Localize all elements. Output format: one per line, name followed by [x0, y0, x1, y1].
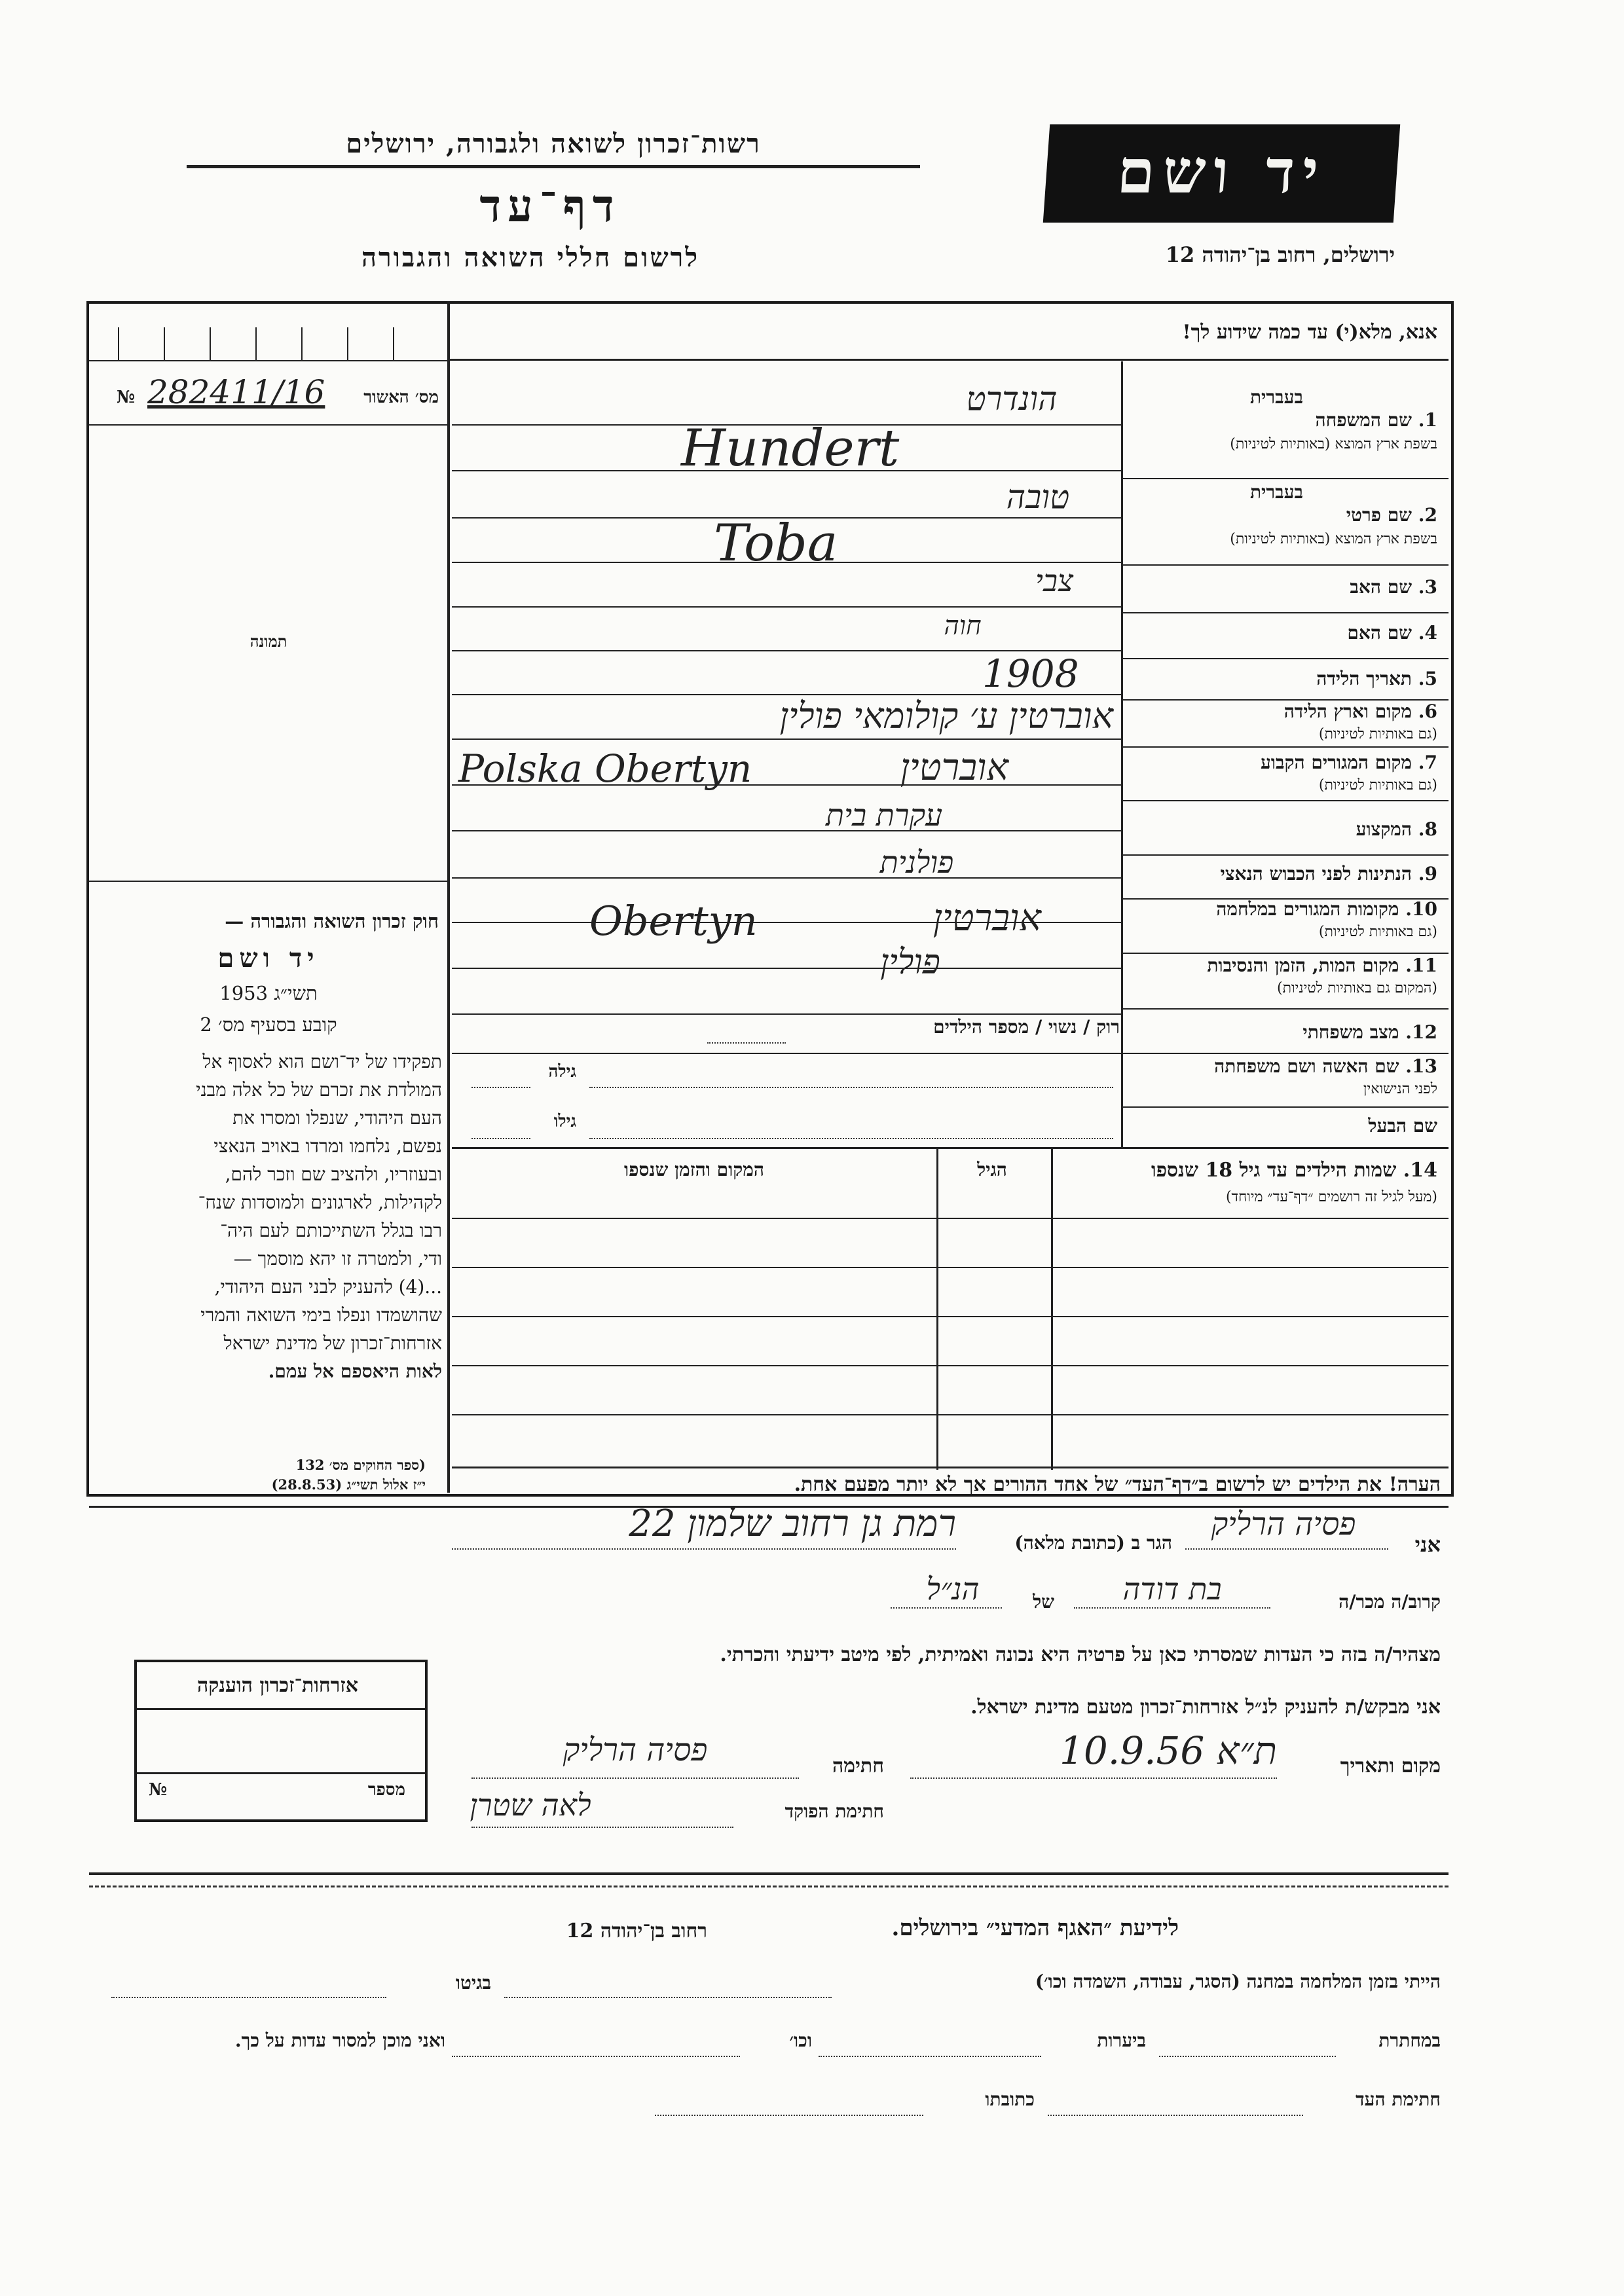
- bottom-line1-ghetto: בגיטו: [455, 1972, 491, 1994]
- law-line: המולדת את זכרם של כל אלה מבני: [196, 1079, 442, 1101]
- field-8-label: 8. המקצוע: [1356, 818, 1437, 840]
- place-date-label: מקום ותאריך: [1340, 1755, 1441, 1777]
- tick-marks: [92, 327, 439, 360]
- bottom-line3-signature: חתימת העד: [1356, 2088, 1441, 2110]
- bottom-line3-address: כתובתו: [985, 2088, 1035, 2110]
- form-title: דף־עד: [479, 180, 621, 232]
- official-label: חתימת הפוקד: [784, 1800, 884, 1822]
- approval-number: 282411/16: [147, 373, 325, 411]
- field-9-value[interactable]: פולנית: [879, 845, 954, 880]
- declarant-relation-label: קרוב/ה מכר/ה: [1338, 1591, 1441, 1613]
- citizenship-box: [134, 1660, 428, 1822]
- law-line: לקהילות, לארגונים ולמוסדות שנח־: [198, 1192, 442, 1213]
- field-11-sub: (המקום גם באותיות לטיניות): [1277, 980, 1437, 996]
- signature[interactable]: פסיה הרליק: [563, 1732, 708, 1768]
- field-7-value-latin[interactable]: Polska Obertyn: [458, 746, 752, 791]
- official-signature[interactable]: לאה שטרן: [470, 1787, 591, 1823]
- header-address: ירושלים, רחוב בן־יהודה 12: [1165, 242, 1395, 267]
- bottom-line2-underground: במחתרת: [1378, 2030, 1441, 2051]
- approval-prefix: №: [117, 388, 136, 407]
- info-title: לידיעת ״האגף המדעי״ בירושלים.: [891, 1915, 1179, 1941]
- declarant-relation[interactable]: בת דודה: [1122, 1571, 1222, 1607]
- field-10-label: 10. מקומות המגורים במלחמה: [1216, 898, 1437, 920]
- citizenship-prefix: №: [149, 1780, 168, 1800]
- field-11-value[interactable]: פולין: [880, 943, 940, 982]
- field-10-sub: (גם באותיות לטיניות): [1318, 924, 1437, 940]
- children-col-age: הגיל: [977, 1159, 1007, 1180]
- field-10-value-hebrew[interactable]: אוברטין: [932, 897, 1041, 939]
- field-2-label: 2. שם פרטי: [1346, 504, 1437, 526]
- field-7-sub: (גם באותיות לטיניות): [1318, 777, 1437, 793]
- law-line: רבו בגלל השתייכותם לעם היה־: [220, 1220, 442, 1241]
- field-1-label: 1. שם המשפחה: [1315, 409, 1437, 431]
- children-sub: (מעל לגיל זה רושמים ״דף־עד״ מיוחד): [1225, 1189, 1437, 1205]
- field-6-sub: (גם באותיות לטיניות): [1318, 726, 1437, 742]
- intro-text: אנא, מלא(י) עד כמה שידוע לך!: [1182, 321, 1437, 344]
- declaration-text: מצהיר/ה בזה כי העדות שמסרתי כאן על פרטיה היא נכונה ואמיתית, לפי מיטב ידיעתי והכרתי.: [720, 1643, 1441, 1666]
- law-line: לאות היאספם אל עמם.: [268, 1360, 442, 1382]
- field-2-sub: בשפת ארץ המוצא (באותיות לטיניות): [1230, 531, 1437, 547]
- citizenship-number-label: מספר: [367, 1780, 405, 1800]
- field-7-value-hebrew[interactable]: אוברטין: [900, 746, 1008, 789]
- field-12-label: 12. מצב משפחתי: [1302, 1021, 1437, 1043]
- field-1-value-hebrew[interactable]: הונדרט: [966, 380, 1058, 418]
- husband-age-label: גילו: [553, 1112, 576, 1131]
- field-13-label: 13. שם האשה ושם משפחתה: [1214, 1055, 1437, 1077]
- bottom-line2-forests: ביערות: [1097, 2030, 1146, 2051]
- field-6-label: 6. מקום וארץ הלידה: [1283, 701, 1437, 722]
- field-10-value-latin[interactable]: Obertyn: [589, 897, 758, 945]
- law-citation-2: י״ז אלול תשי״ג (28.8.53): [271, 1476, 426, 1493]
- declarant-address-label: הגר ב (כתובת מלאה): [1014, 1532, 1172, 1554]
- law-line: העם היהודי, שנפלו ומסרו את: [232, 1107, 442, 1129]
- place-date[interactable]: ת״א 10.9.56: [1059, 1728, 1277, 1773]
- declarant-of-label: של: [1033, 1591, 1054, 1613]
- photo-label: תמונה: [249, 632, 287, 651]
- law-line: ובעוזריו, ולהציב שם וזכר להם,: [225, 1163, 442, 1185]
- law-line: אזרחות־זכרון של מדינת ישראל: [223, 1332, 442, 1354]
- signature-label: חתימה: [832, 1755, 884, 1777]
- husband-label: שם הבעל: [1368, 1115, 1437, 1137]
- field-3-label: 3. שם האב: [1350, 576, 1437, 598]
- form-subtitle: לרשום חללי השואה והגבורה: [361, 242, 700, 273]
- institution-line: רשות־זכרון לשואה ולגבורה, ירושלים: [346, 128, 761, 159]
- field-13-sub: לפני הנישואין: [1363, 1081, 1437, 1097]
- law-line: שהושמדו ונפלו בימי השואה והמרי: [200, 1304, 442, 1326]
- field-2-hebrew-label: בעברית: [1249, 481, 1303, 503]
- cut-line: [89, 1872, 1449, 1875]
- field-1-sub: בשפת ארץ המוצא (באותיות לטיניות): [1230, 436, 1437, 452]
- field-1-hebrew-label: בעברית: [1249, 386, 1303, 408]
- approval-label: מס׳ האשור: [363, 388, 439, 407]
- field-1-value-latin[interactable]: Hundert: [681, 419, 900, 478]
- law-line: ...(4) להעניק לבני העם היהודי,: [214, 1276, 442, 1298]
- law-name: יד ושם: [217, 943, 320, 974]
- logo-text: יד ושם: [1115, 136, 1329, 207]
- law-title: חוק זכרון השואה והגבורה —: [225, 910, 439, 932]
- field-7-label: 7. מקום המגורים הקבוע: [1261, 752, 1437, 773]
- note-text: הערה! את הילדים יש לרשום ב״דף־העד״ של אחד ההורים אך לא יותר מפעם אחת.: [794, 1473, 1441, 1496]
- field-4-label: 4. שם האם: [1347, 622, 1437, 644]
- declarant-name[interactable]: פסיה הרליק: [1211, 1506, 1356, 1542]
- law-line: תפקידו של יד־ושם הוא לאסוף אל: [202, 1051, 442, 1072]
- bottom-line1-text: הייתי בזמן המלחמה במחנה (הסגר, עבודה, השמדה וכו׳): [1035, 1971, 1441, 1992]
- law-line: נפשם, נלחמו ומרדו באויב הנאצי: [213, 1135, 442, 1157]
- bottom-line2-etc: וכו׳: [789, 2030, 812, 2051]
- field-3-value[interactable]: צבי: [1035, 563, 1074, 598]
- info-address: רחוב בן־יהודה 12: [566, 1920, 707, 1942]
- declarant-ani: אני: [1414, 1532, 1441, 1557]
- field-11-label: 11. מקום המות, הזמן והנסיבות: [1207, 955, 1437, 976]
- field-4-value[interactable]: חוה: [944, 611, 982, 641]
- field-5-label: 5. תאריך הלידה: [1316, 668, 1437, 689]
- field-8-value[interactable]: עקרת בית: [825, 797, 943, 833]
- field-5-value[interactable]: 1908: [982, 651, 1079, 696]
- field-2-value-hebrew[interactable]: טובה: [1006, 478, 1070, 516]
- request-text: אני מבקש/ת להעניק לנ״ל אזרחות־זכרון מטעם מדינת ישראל.: [970, 1696, 1441, 1719]
- bottom-line2-willing: ואני מוכן למסור עדות על כך.: [234, 2030, 445, 2051]
- field-2-value-latin[interactable]: Toba: [714, 514, 838, 573]
- declarant-address[interactable]: רמת גן רחוב שלמון 22: [629, 1503, 956, 1545]
- field-9-label: 9. הנתינות לפני הכבוש הנאצי: [1220, 863, 1437, 884]
- law-line: ודי, ולמטרה זו יהא מוסמך —: [233, 1248, 442, 1269]
- law-citation-1: (ספר החוקים מס׳ 132: [295, 1457, 426, 1473]
- citizenship-title: אזרחות־זכרון הוענקה: [196, 1674, 359, 1697]
- law-year: תשי״ג 1953: [219, 982, 318, 1004]
- field-13-age-label: גילה: [548, 1062, 576, 1082]
- field-12-options[interactable]: רוק / נשוי / מספר הילדים: [933, 1016, 1120, 1038]
- yad-vashem-logo: [1043, 124, 1400, 223]
- law-section: קובע בסעיף מס׳ 2: [200, 1013, 337, 1036]
- children-col-place: המקום והזמן שנספו: [624, 1159, 764, 1180]
- field-6-value[interactable]: אוברטין ע׳ קולומאי פולין: [779, 695, 1113, 737]
- declarant-of[interactable]: הנ״ל: [926, 1571, 980, 1607]
- children-label: 14. שמות הילדים עד גיל 18 שנספו: [1151, 1159, 1437, 1182]
